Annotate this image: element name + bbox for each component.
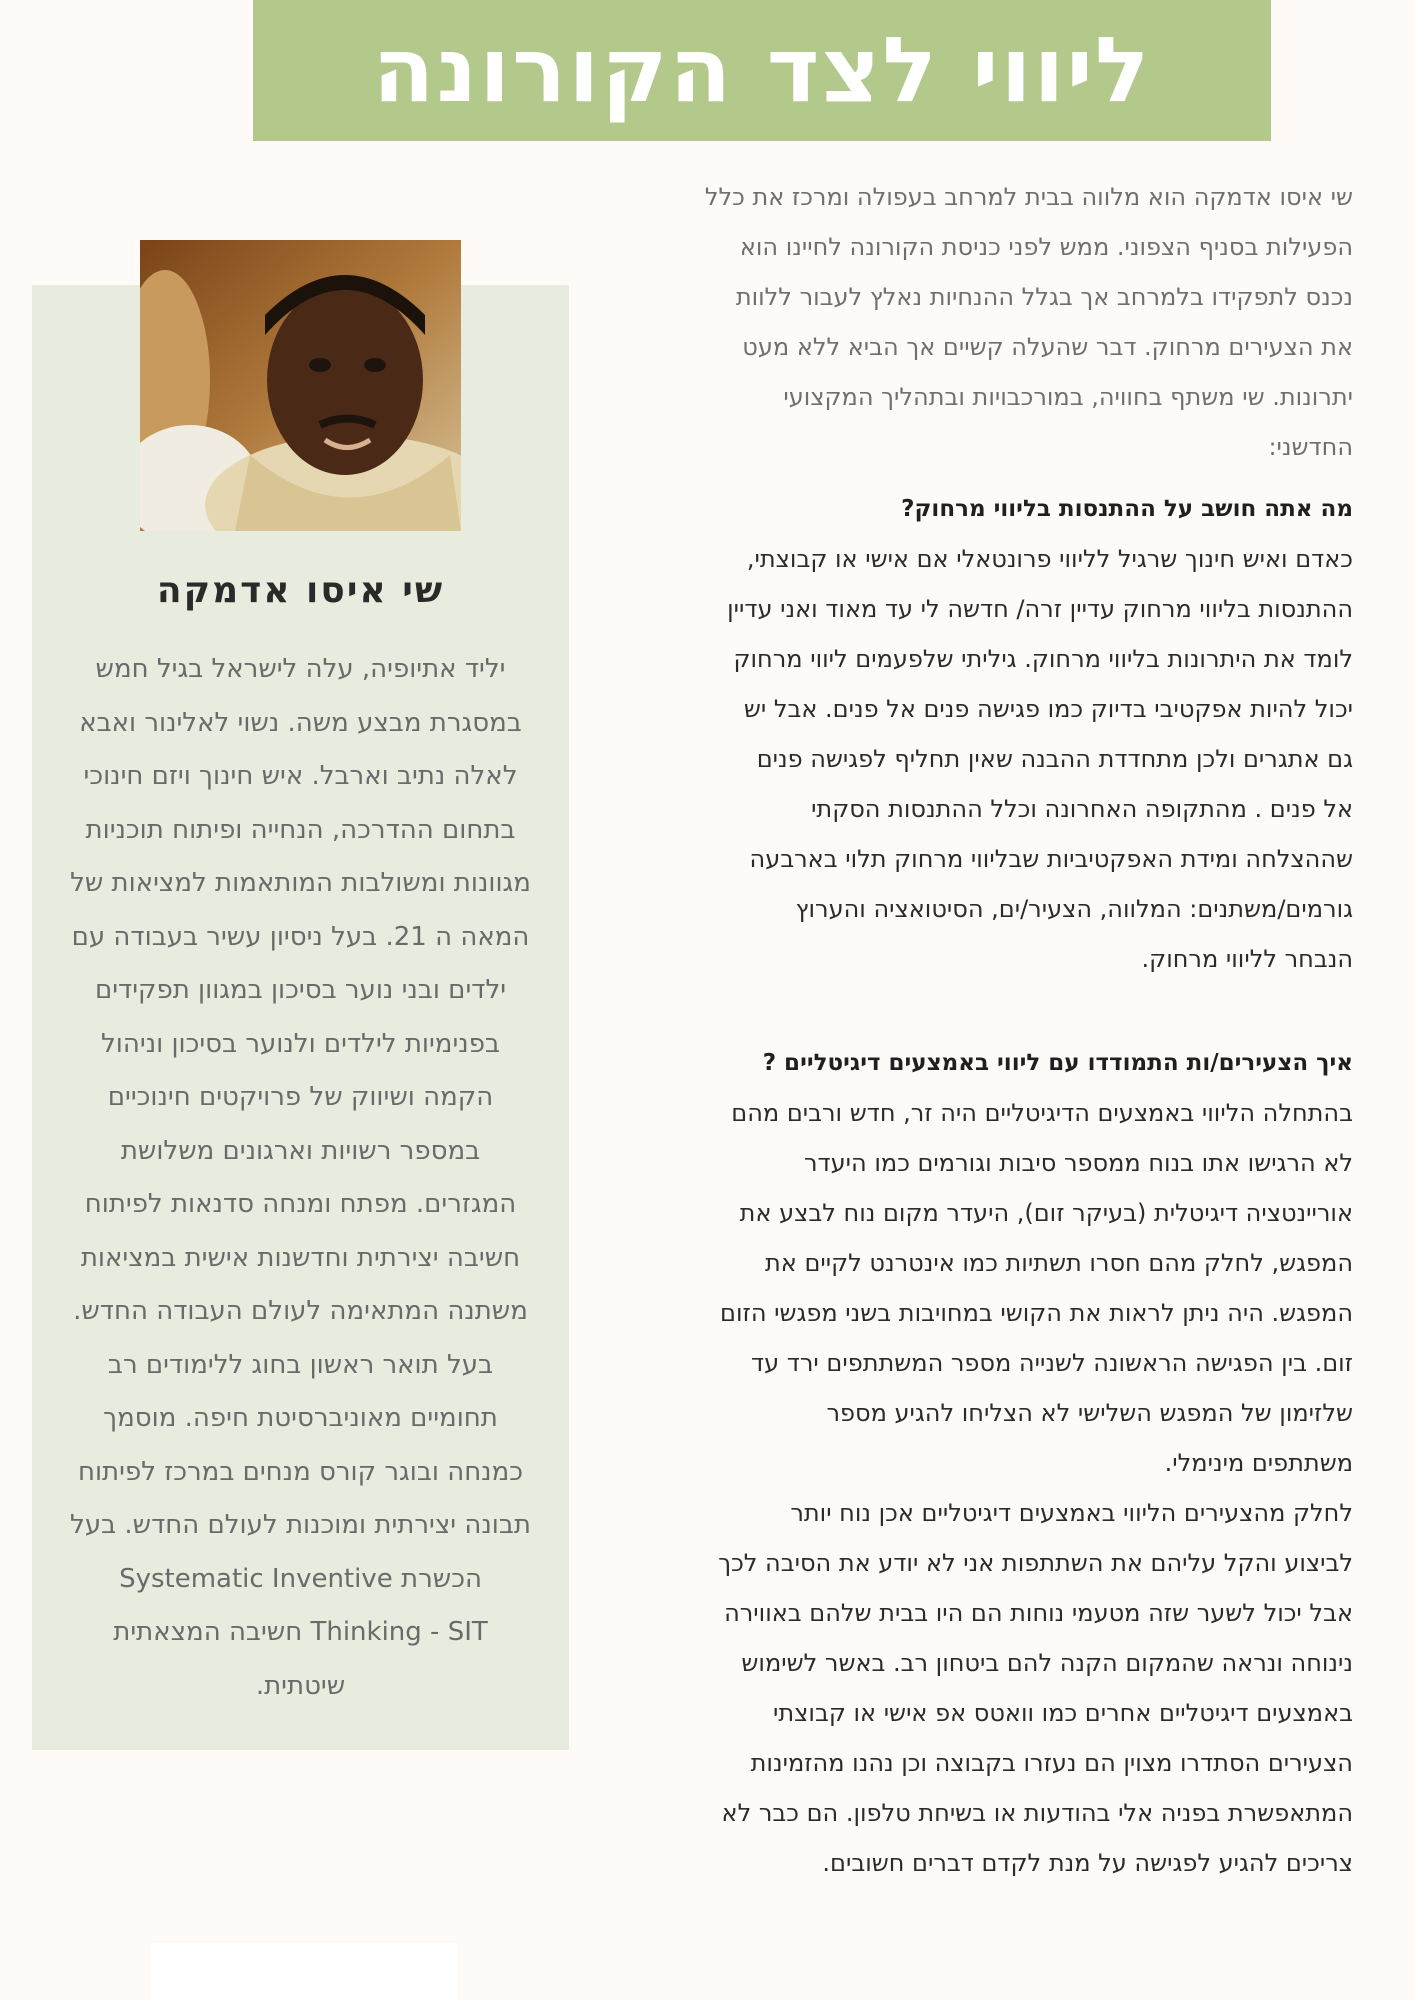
bio-line: בפנימיות לילדים ולנוער בסיכון וניהול <box>101 1028 500 1059</box>
answer-line: המפגש, לחלק מהם חסרו תשתיות כמו אינטרנט לקיים את <box>765 1249 1353 1277</box>
answer-line: שלזימון של המפגש השלישי לא הצליחו להגיע מספר <box>826 1399 1353 1427</box>
answer-line: המפגש. היה ניתן לראות את הקושי במחויבות בשני מפגשי הזום <box>720 1299 1353 1327</box>
intro-line: שי איסו אדמקה הוא מלווה בבית למרחב בעפולה ומרכז את כלל <box>704 183 1353 211</box>
answer-line: בהתחלה הליווי באמצעים הדיגיטליים היה זר, חדש ורבים מהם <box>731 1099 1353 1127</box>
answer-line: צריכים להגיע לפגישה על מנת לקדם דברים חשובים. <box>822 1849 1353 1877</box>
bio-line: ילדים ובני נוער בסיכון במגוון תפקידים <box>94 975 507 1005</box>
bio-line: בעל תואר ראשון בחוג ללימודים רב <box>107 1349 494 1380</box>
answer-line: נינוחה ונראה שהמקום הקנה להם ביטחון רב. באשר לשימוש <box>741 1649 1353 1677</box>
bio-line: תבונה יצירתית ומוכנות לעולם החדש. בעל <box>70 1510 531 1540</box>
answer-line: זום. בין הפגישה הראשונה לשנייה מספר המשתתפים ירד עד <box>751 1349 1353 1377</box>
bio-line: במספר רשויות וארגונים משלושת <box>120 1135 481 1166</box>
bio-line: חשיבה יצירתית וחדשנות אישית במציאות <box>80 1242 521 1273</box>
answer-line: אל פנים . מהתקופה האחרונה וכלל ההתנסות הסקתי <box>811 795 1353 823</box>
intro-line: את הצעירים מרחוק. דבר שהעלה קשיים אך הביא ללא מעט <box>742 333 1353 361</box>
bio-paragraph <box>52 643 549 1713</box>
section-spacer <box>645 984 1353 1026</box>
bio-line: בתחום ההדרכה, הנחייה ופיתוח תוכניות <box>85 814 516 845</box>
answer-line: לביצוע והקל עליהם את השתתפות אני לא יודע את הסיבה לכך <box>718 1549 1353 1577</box>
bio-line: תחומיים מאוניברסיטת חיפה. מוסמך <box>103 1403 498 1433</box>
bio-line: הקמה ושיווק של פרויקטים חינוכיים <box>107 1082 494 1112</box>
portrait-illustration <box>140 240 461 531</box>
answer-paragraph-2 <box>645 1088 1353 1888</box>
bio-line: מגוונות ומשולבות המותאמות למציאות של <box>70 868 531 898</box>
bio-line: הכשרת Systematic Inventive <box>119 1563 482 1594</box>
answer-line: לומד את היתרונות בליווי מרחוק. גיליתי שלפעמים ליווי מרחוק <box>733 645 1353 673</box>
bio-line: המאה ה 21. בעל ניסיון עשיר בעבודה עם <box>71 921 530 952</box>
bio-line: כמנחה ובוגר קורס מנחים במרכז לפיתוח <box>77 1456 523 1487</box>
bio-line: לאלה נתיב וארבל. איש חינוך ויזם חינוכי <box>83 761 518 791</box>
intro-line: יתרונות. שי משתף בחוויה, במורכבויות ובתהליך המקצועי <box>783 383 1353 411</box>
intro-line: החדשני: <box>1268 433 1353 461</box>
bio-name: שי איסו אדמקה <box>156 570 445 611</box>
bio-line: שיטתית. <box>255 1670 346 1701</box>
answer-line: לא הרגישו אתו בנוח ממספר סיבות וגורמים כמו היעדר <box>804 1149 1353 1177</box>
title-banner <box>253 0 1271 141</box>
intro-paragraph <box>645 172 1353 472</box>
answer-paragraph-1 <box>645 534 1353 984</box>
question-heading-1: מה אתה חושב על ההתנסות בליווי מרחוק? <box>901 496 1353 522</box>
answer-line: לחלק מהצעירים הליווי באמצעים דיגיטליים אכן נוח יותר <box>790 1499 1353 1527</box>
answer-line: המתאפשרת בפניה אלי בהודעות או בשיחת טלפון. הם כבר לא <box>721 1799 1353 1827</box>
answer-line: אבל יכול לשער שזה מטעמי נוחות הם היו בבית שלהם באווירה <box>724 1599 1353 1627</box>
footer-blank-area <box>150 1943 458 2000</box>
bio-line: יליד אתיופיה, עלה לישראל בגיל חמש <box>95 654 506 684</box>
page-title: ליווי לצד הקורונה <box>372 17 1152 123</box>
answer-line: באמצעים דיגיטליים אחרים כמו וואטס אפ אישי או קבוצתי <box>773 1699 1353 1727</box>
question-heading-2: איך הצעירים/ות התמודדו עם ליווי באמצעים דיגיטליים ? <box>762 1050 1353 1076</box>
portrait-photo <box>140 240 461 531</box>
bio-line: Thinking - SIT חשיבה המצאתית <box>113 1617 488 1647</box>
article-body <box>645 172 1353 1888</box>
intro-line: הפעילות בסניף הצפוני. ממש לפני כניסת הקורונה לחיינו הוא <box>739 233 1353 261</box>
answer-line: שההצלחה ומידת האפקטיביות שבליווי מרחוק תלוי בארבעה <box>749 845 1353 873</box>
answer-line: גם אתגרים ולכן מתחדדת ההבנה שאין תחליף לפגישה פנים <box>756 745 1353 773</box>
answer-line: הצעירים הסתדרו מצוין הם נעזרו בקבוצה וכן נהנו מהזמינות <box>750 1749 1353 1777</box>
bio-line: המגזרים. מפתח ומנחה סדנאות לפיתוח <box>84 1189 517 1219</box>
answer-line: ההתנסות בליווי מרחוק עדיין זרה/ חדשה לי עד מאוד ואני עדיין <box>727 595 1353 623</box>
intro-line: נכנס לתפקידו בלמרחב אך בגלל ההנחיות נאלץ לעבור ללוות <box>735 283 1353 311</box>
bio-line: במסגרת מבצע משה. נשוי לאלינור ואבא <box>79 707 522 738</box>
answer-line: אוריינטציה דיגיטלית (בעיקר זום), היעדר מקום נוח לבצע את <box>739 1199 1353 1227</box>
answer-line: כאדם ואיש חינוך שרגיל לליווי פרונטאלי אם אישי או קבוצתי, <box>746 545 1353 573</box>
answer-line: הנבחר לליווי מרחוק. <box>1141 945 1353 973</box>
answer-line: יכול להיות אפקטיבי בדיוק כמו פגישה פנים אל פנים. אבל יש <box>743 695 1353 723</box>
answer-line: משתתפים מינימלי. <box>1164 1449 1353 1477</box>
bio-line: משתנה המתאימה לעולם העבודה החדש. <box>73 1296 528 1326</box>
answer-line: גורמים/משתנים: המלווה, הצעיר/ים, הסיטואציה והערוץ <box>795 895 1353 923</box>
